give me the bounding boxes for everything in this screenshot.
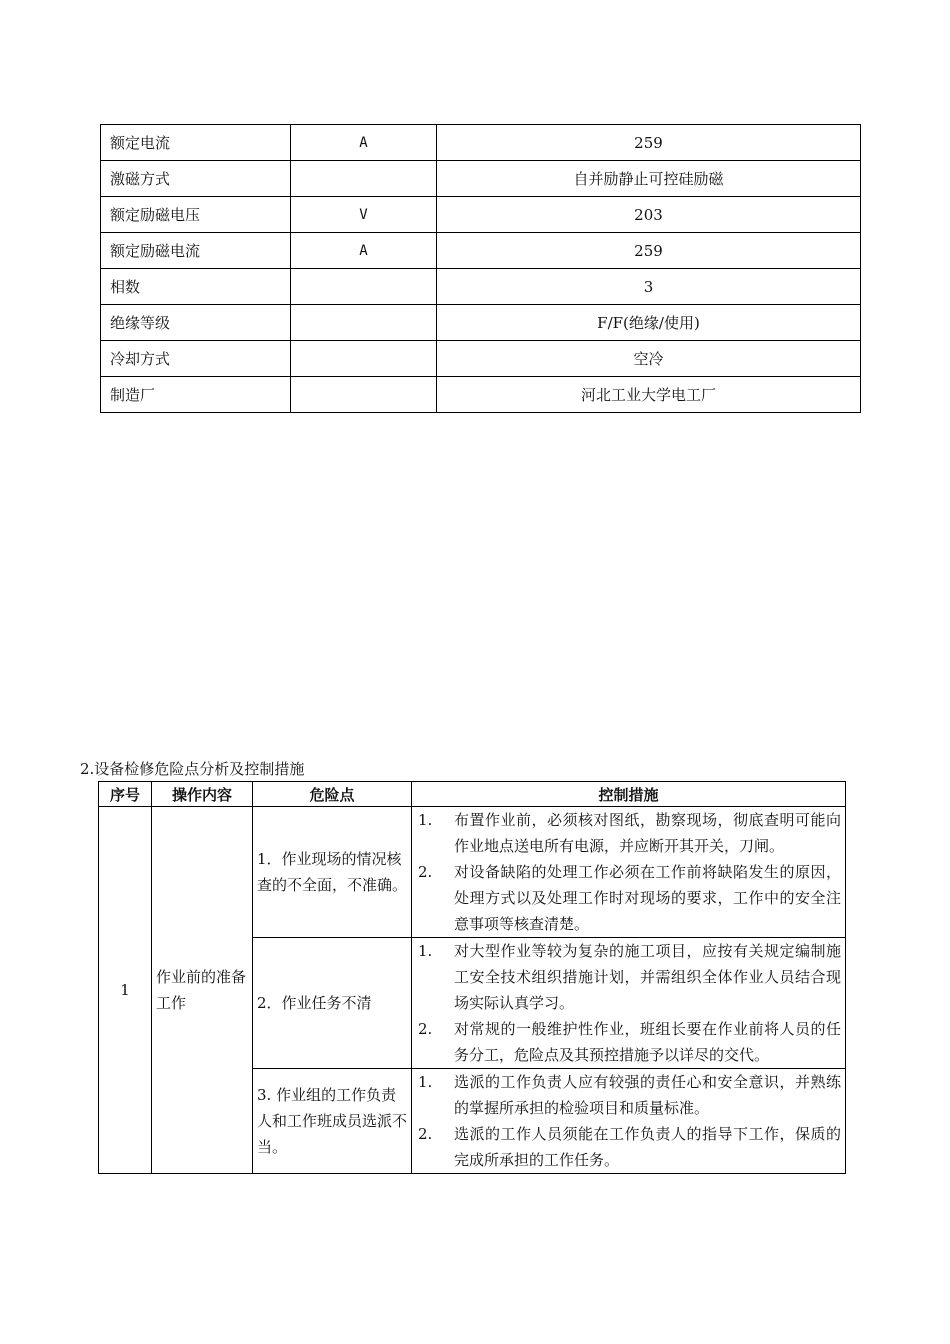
measure-item — [416, 807, 841, 859]
spec-value: 空冷 — [437, 341, 861, 377]
measure-item — [416, 1121, 841, 1173]
spec-value: 3 — [437, 269, 861, 305]
control-measures — [412, 1069, 846, 1174]
operation-content: 作业前的准备工作 — [152, 807, 253, 1174]
header-no: 序号 — [99, 782, 152, 807]
table-header-row — [99, 782, 846, 807]
spec-name: 制造厂 — [101, 377, 291, 413]
spec-value: 203 — [437, 197, 861, 233]
table-row — [101, 377, 861, 413]
spec-name: 绝缘等级 — [101, 305, 291, 341]
measure-number: 1. — [418, 1073, 433, 1091]
spec-unit — [291, 305, 437, 341]
measure-text: 对大型作业等较为复杂的施工项目，应按有关规定编制施工安全技术组织措施计划，并需组织全体作业人员结合现场实际认真学习。 — [454, 942, 841, 1012]
spec-name: 激磁方式 — [101, 161, 291, 197]
table-row — [101, 197, 861, 233]
spec-unit — [291, 341, 437, 377]
measure-number: 1. — [418, 811, 433, 829]
measure-text: 对设备缺陷的处理工作必须在工作前将缺陷发生的原因，处理方式以及处理工作时对现场的要求，工作中的安全注意事项等核查清楚。 — [454, 863, 841, 933]
spec-unit — [291, 269, 437, 305]
spec-value: 河北工业大学电工厂 — [437, 377, 861, 413]
spec-name: 冷却方式 — [101, 341, 291, 377]
measure-number: 2. — [418, 1020, 433, 1038]
table-row — [101, 341, 861, 377]
spec-value: 259 — [437, 125, 861, 161]
spec-unit: V — [291, 197, 437, 233]
header-hazard: 危险点 — [253, 782, 412, 807]
measure-number: 2. — [418, 863, 433, 881]
measure-text: 对常规的一般维护性作业，班组长要在作业前将人员的任务分工，危险点及其预控措施予以详尽的交代。 — [454, 1020, 841, 1064]
control-measures — [412, 807, 846, 938]
hazard-point: 1．作业现场的情况核查的不全面，不准确。 — [253, 807, 412, 938]
spec-unit: A — [291, 233, 437, 269]
header-operation: 操作内容 — [152, 782, 253, 807]
measure-number: 1. — [418, 942, 433, 960]
control-measures — [412, 938, 846, 1069]
table-row — [101, 161, 861, 197]
table-row — [99, 807, 846, 938]
spec-unit — [291, 161, 437, 197]
measure-number: 2. — [418, 1125, 433, 1143]
measure-item — [416, 859, 841, 937]
spec-value: 259 — [437, 233, 861, 269]
row-number: 1 — [99, 807, 152, 1174]
table-row — [101, 233, 861, 269]
table-row — [101, 305, 861, 341]
spec-value: 自并励静止可控硅励磁 — [437, 161, 861, 197]
measure-text: 布置作业前，必须核对图纸，勘察现场，彻底查明可能向作业地点送电所有电源，并应断开其开关，刀闸。 — [454, 811, 841, 855]
spec-value: F/F(绝缘/使用) — [437, 305, 861, 341]
measure-item — [416, 1069, 841, 1121]
table-row — [101, 269, 861, 305]
spec-name: 相数 — [101, 269, 291, 305]
measure-text: 选派的工作人员须能在工作负责人的指导下工作，保质的完成所承担的工作任务。 — [454, 1125, 841, 1169]
spec-name: 额定励磁电压 — [101, 197, 291, 233]
measure-item — [416, 1016, 841, 1068]
hazard-point: 2．作业任务不清 — [253, 938, 412, 1069]
section-title: 2.设备检修危险点分析及控制措施 — [80, 760, 305, 778]
hazard-analysis-table — [98, 781, 846, 1174]
spec-name: 额定励磁电流 — [101, 233, 291, 269]
measure-text: 选派的工作负责人应有较强的责任心和安全意识，并熟练的掌握所承担的检验项目和质量标准。 — [454, 1073, 841, 1117]
hazard-point: 3. 作业组的工作负责人和工作班成员选派不当。 — [253, 1069, 412, 1174]
spec-unit: A — [291, 125, 437, 161]
header-measures: 控制措施 — [412, 782, 846, 807]
table-row — [101, 125, 861, 161]
spec-name: 额定电流 — [101, 125, 291, 161]
measure-item — [416, 938, 841, 1016]
spec-unit — [291, 377, 437, 413]
generator-spec-table — [100, 124, 861, 413]
